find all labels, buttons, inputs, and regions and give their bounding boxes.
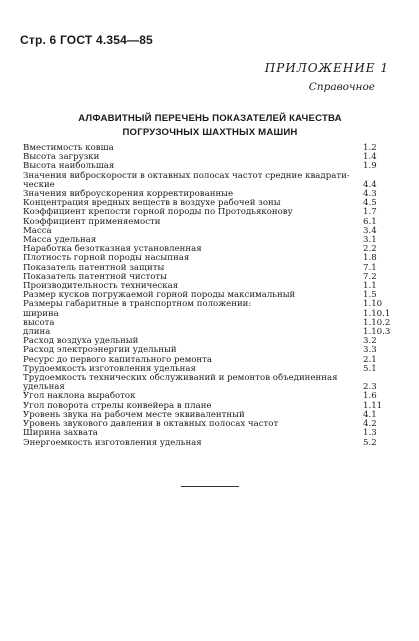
item-name: Масса удельная bbox=[23, 235, 97, 246]
item-name: Плотность горной породы насыпная bbox=[23, 253, 190, 264]
item-name: Трудоемкость технических обслуживаний и ремонтов объединенная bbox=[23, 373, 338, 384]
item-code: 2.1 bbox=[363, 354, 377, 365]
item-name: Показатель патентной защиты bbox=[23, 262, 165, 273]
item-name: Вместимость ковша bbox=[23, 143, 114, 153]
item-name: Расход электроэнергии удельный bbox=[23, 345, 177, 356]
item-name: Масса bbox=[23, 225, 52, 236]
item-code: 2.2 bbox=[363, 244, 377, 255]
item-code: 5.2 bbox=[363, 437, 377, 448]
item-name: Размеры габаритные в транспортном положении: bbox=[23, 299, 252, 310]
item-code: 6.1 bbox=[363, 216, 377, 227]
item-code: 1.6 bbox=[363, 391, 377, 402]
item-name: Уровень звука на рабочем месте эквивалентный bbox=[23, 409, 245, 420]
document-title bbox=[40, 112, 380, 140]
appendix-title: ПРИЛОЖЕНИЕ 1 bbox=[264, 61, 389, 75]
item-code: 7.2 bbox=[363, 271, 377, 282]
item-name: Трудоемкость изготовления удельная bbox=[23, 363, 196, 374]
item-code: 4.3 bbox=[363, 189, 377, 200]
index-list bbox=[23, 144, 391, 448]
page-header-reference: Стр. 6 ГОСТ 4.354—85 bbox=[20, 33, 153, 47]
item-name: Уровень звукового давления в октавных полосах частот bbox=[23, 419, 279, 430]
item-name: Размер кусков погружаемой горной породы максимальный bbox=[23, 290, 296, 301]
item-name: Концентрация вредных веществ в воздухе рабочей зоны bbox=[23, 198, 281, 209]
item-code: 1.4 bbox=[363, 152, 377, 163]
document-title-line-1: АЛФАВИТНЫЙ ПЕРЕЧЕНЬ ПОКАЗАТЕЛЕЙ КАЧЕСТВА bbox=[78, 113, 342, 124]
item-code: 3.3 bbox=[363, 345, 377, 356]
list-item bbox=[23, 319, 391, 328]
item-name: Коэффициент применяемости bbox=[23, 216, 161, 227]
item-code: 1.5 bbox=[363, 290, 377, 301]
item-name: Ширина захвата bbox=[23, 428, 98, 439]
item-name: длина bbox=[23, 327, 51, 338]
list-item bbox=[23, 439, 391, 448]
item-name: Наработка безотказная установленная bbox=[23, 244, 202, 255]
item-code: 1.10.1 bbox=[363, 308, 391, 319]
item-code: 4.1 bbox=[363, 409, 377, 420]
item-name: Ресурс до первого капитального ремонта bbox=[23, 354, 213, 365]
item-code: 4.5 bbox=[363, 198, 377, 209]
item-code: 1.8 bbox=[363, 253, 377, 264]
item-code: 1.11 bbox=[363, 400, 383, 411]
item-name: Расход воздуха удельный bbox=[23, 336, 139, 347]
item-code: 1.2 bbox=[363, 143, 377, 153]
item-name: Угол поворота стрелы конвейера в плане bbox=[23, 400, 212, 411]
closing-rule bbox=[181, 486, 239, 487]
item-name: Энергоемкость изготовления удельная bbox=[23, 437, 202, 448]
item-name: ческие bbox=[23, 179, 55, 190]
item-code: 1.9 bbox=[363, 161, 377, 172]
item-code: 3.2 bbox=[363, 336, 377, 347]
item-name: Значения виброускорения корректированные bbox=[23, 189, 234, 200]
item-name: удельная bbox=[23, 382, 65, 393]
item-code: 3.4 bbox=[363, 225, 377, 236]
item-code: 2.3 bbox=[363, 382, 377, 393]
item-code: 1.10.2 bbox=[363, 317, 391, 328]
item-name: Угол наклона выработок bbox=[23, 391, 136, 402]
item-name: Показатель патентной чистоты bbox=[23, 271, 167, 282]
item-code: 3.1 bbox=[363, 235, 377, 246]
list-item bbox=[23, 310, 391, 319]
item-code: 1.10.3 bbox=[363, 327, 391, 338]
appendix-subtitle: Справочное bbox=[308, 81, 375, 93]
item-name: Производительность техническая bbox=[23, 281, 179, 292]
item-code: 1.10 bbox=[363, 299, 383, 310]
appendix-block bbox=[189, 61, 389, 93]
item-code: 1.7 bbox=[363, 207, 377, 218]
item-name: Значения виброскорости в октавных полосах частот средние квадрати- bbox=[23, 170, 350, 181]
item-code: 5.1 bbox=[363, 363, 377, 374]
item-code: 4.2 bbox=[363, 419, 377, 430]
item-code: 1.1 bbox=[363, 281, 377, 292]
list-item bbox=[23, 218, 391, 227]
item-code: 1.3 bbox=[363, 428, 377, 439]
list-item bbox=[23, 172, 391, 181]
list-item bbox=[23, 374, 391, 383]
list-item bbox=[23, 300, 391, 309]
item-code: 7.1 bbox=[363, 262, 377, 273]
item-name: ширина bbox=[23, 308, 59, 319]
item-name: Коэффициент крепости горной породы по Протодьяконову bbox=[23, 207, 293, 218]
item-code: 4.4 bbox=[363, 179, 377, 190]
item-name: высота bbox=[23, 317, 55, 328]
item-name: Высота наибольшая bbox=[23, 161, 115, 172]
item-name: Высота загрузки bbox=[23, 152, 100, 163]
document-title-line-2: ПОГРУЗОЧНЫХ ШАХТНЫХ МАШИН bbox=[122, 127, 298, 138]
